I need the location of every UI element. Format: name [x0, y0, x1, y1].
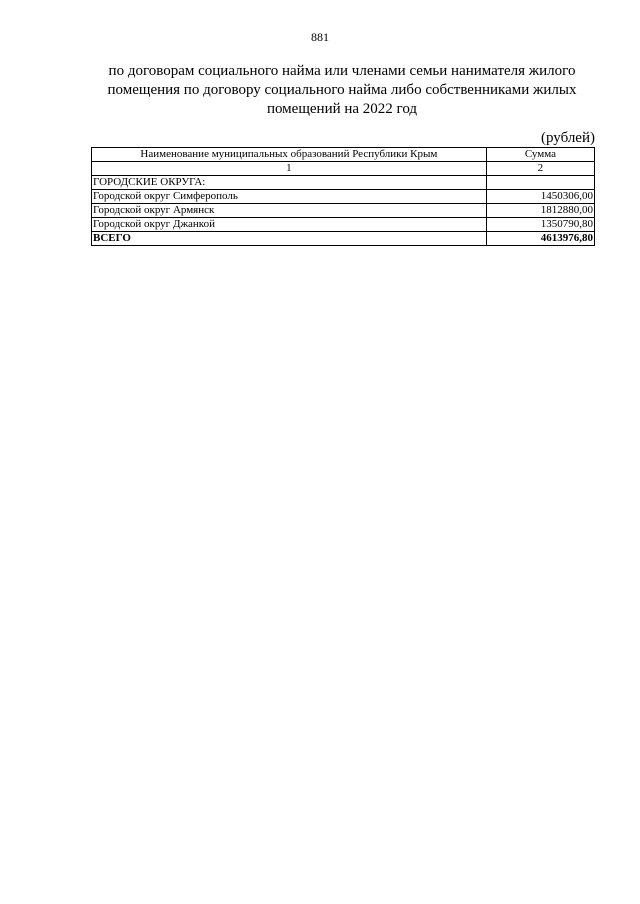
total-row — [92, 232, 595, 246]
section-row — [92, 176, 595, 190]
total-label: ВСЕГО — [92, 232, 487, 246]
table-row — [92, 190, 595, 204]
page-number: 881 — [311, 30, 329, 44]
units-label: (рублей) — [540, 130, 595, 146]
row-name: Городской округ Симферополь — [92, 190, 487, 204]
column-number-1: 1 — [92, 162, 487, 176]
table-row — [92, 204, 595, 218]
row-sum: 1812880,00 — [486, 204, 594, 218]
row-sum: 1450306,00 — [486, 190, 594, 204]
table-row — [92, 218, 595, 232]
table-header-row — [92, 148, 595, 162]
header-municipality: Наименование муниципальных образований Республики Крым — [92, 148, 487, 162]
column-number-row — [92, 162, 595, 176]
row-sum: 1350790,80 — [486, 218, 594, 232]
row-name: Городской округ Армянск — [92, 204, 487, 218]
section-label: ГОРОДСКИЕ ОКРУГА: — [92, 176, 487, 190]
row-name: Городской округ Джанкой — [92, 218, 487, 232]
header-sum: Сумма — [486, 148, 594, 162]
column-number-2: 2 — [486, 162, 594, 176]
document-title: по договорам социального найма или членами семьи нанимателя жилого помещения по договору социального найма либо собственниками жилых помещений на 2022 год — [107, 63, 577, 117]
budget-table — [91, 147, 595, 246]
total-sum: 4613976,80 — [486, 232, 594, 246]
section-sum-empty — [486, 176, 594, 190]
